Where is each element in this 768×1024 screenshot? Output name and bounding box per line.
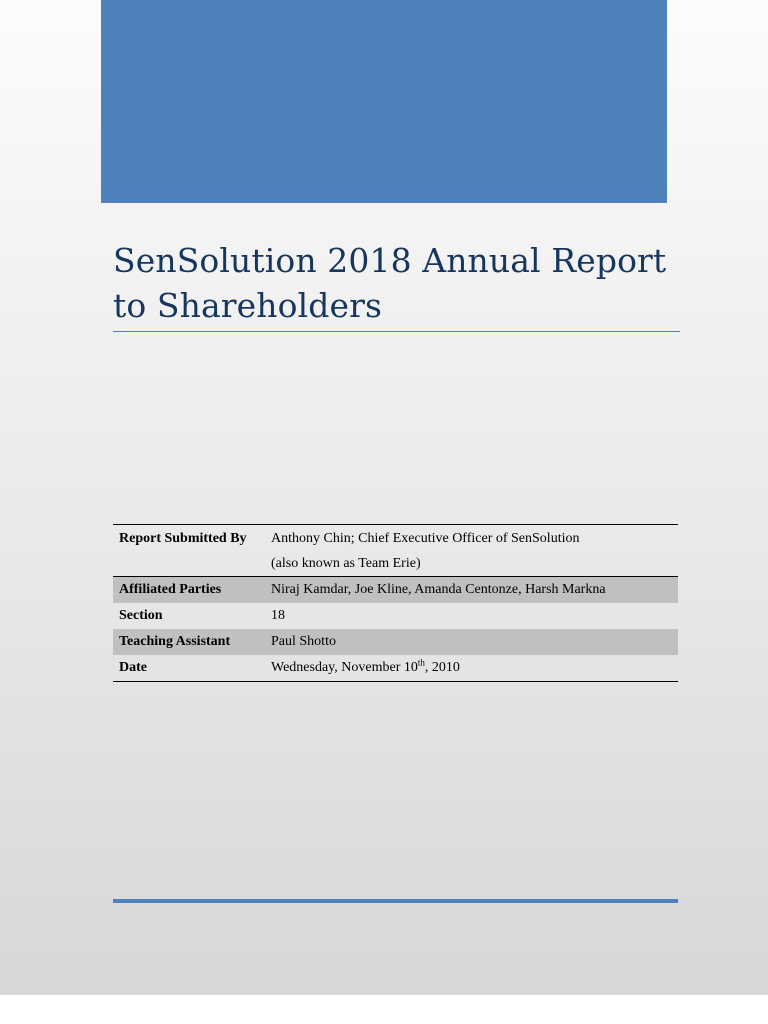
table-row xyxy=(113,577,678,604)
row-label-affiliated-parties: Affiliated Parties xyxy=(113,577,265,604)
submitted-by-line-2: (also known as Team Erie) xyxy=(271,556,421,571)
footer-divider xyxy=(113,899,678,903)
date-suffix: , 2010 xyxy=(424,660,460,675)
row-value-affiliated-parties: Niraj Kamdar, Joe Kline, Amanda Centonze, Harsh Markna xyxy=(265,577,678,604)
row-value-submitted-by xyxy=(265,525,678,577)
row-value-date xyxy=(265,655,678,682)
report-info-table xyxy=(113,524,678,682)
submitted-by-line-1: Anthony Chin; Chief Executive Officer of SenSolution xyxy=(271,531,580,546)
row-label-submitted-by: Report Submitted By xyxy=(113,525,265,577)
row-label-section: Section xyxy=(119,608,163,623)
row-value-section: 18 xyxy=(271,608,285,623)
page-gap xyxy=(0,995,768,1024)
date-prefix: Wednesday, November 10 xyxy=(271,660,418,675)
table-row xyxy=(113,603,678,629)
row-label-teaching-assistant: Teaching Assistant xyxy=(113,629,265,655)
table-row xyxy=(113,525,678,577)
title-divider xyxy=(113,331,680,332)
document-title: SenSolution 2018 Annual Report to Shareholders xyxy=(113,241,667,325)
header-color-block xyxy=(101,0,667,203)
table-row xyxy=(113,655,678,682)
row-label-date: Date xyxy=(119,660,147,675)
table-row xyxy=(113,629,678,655)
date-ordinal-suffix: th xyxy=(417,657,425,668)
row-value-teaching-assistant: Paul Shotto xyxy=(265,629,678,655)
